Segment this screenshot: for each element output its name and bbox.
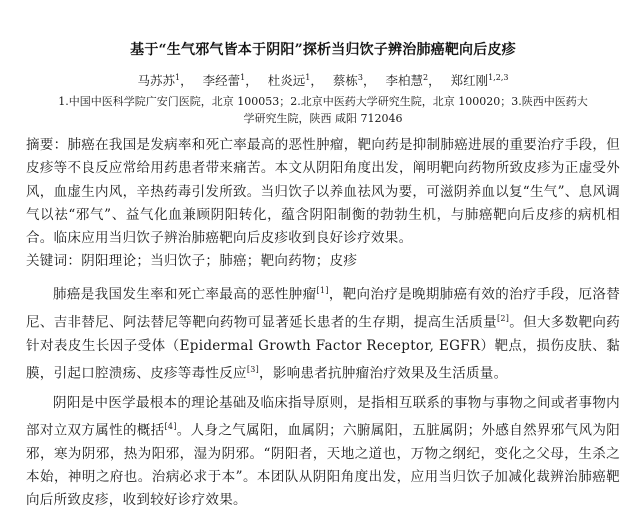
- keywords: 关键词：阴阳理论；当归饮子；肺癌；靶向药物；皮疹: [26, 253, 358, 270]
- body-paragraph-2: 阴阳是中医学最根本的理论基础及临床指导原则，是指相互联系的事物与事物之间或者事物内部对立双方属性的概括[4]。人身之气属阳，血属阴；六腑属阳，五脏属阴；外感自然界邪气风为阳邪，寒为阴邪，热为阳邪，湿为阴邪。“阴阳者，天地之道也，万物之纲纪，变化之父母，生杀之本始，神明之府也。治病必求于本”。本团队从阴阳角度出发，应用当归饮子加减化裁辨治肺癌靶向后所致皮疹，收到较好诊疗效果。: [26, 394, 620, 508]
- author: 马苏苏$^1$，: [137, 73, 193, 89]
- author: 李经蕾$^1$，: [202, 73, 258, 89]
- author-list: [26, 69, 620, 90]
- affiliations: 1.中国中医科学院广安门医院，北京 100053；2.北京中医药大学研究生院，北京 100020；3.陕西中医药大学研究生院，陕西 咸阳 712046: [58, 95, 588, 126]
- author: 郑红刚$^{1,2,3}$: [450, 73, 509, 89]
- citation-ref[interactable]: [4]: [164, 421, 177, 431]
- author: 蔡栋$^3$，: [332, 73, 376, 89]
- abstract: 摘要：肺癌在我国是发病率和死亡率最高的恶性肿瘤，靶向药是抑制肺癌进展的重要治疗手段，但皮疹等不良反应常给用药患者带来痛苦。本文从阴阳角度出发，阐明靶向药物所致皮疹为正虚受外风，血虚生内风，辛热药毒引发所致。当归饮子以养血祛风为要，可滋阴养血以复“生气”、息风调气以祛“邪气”、益气化血兼顾阴阳转化，蕴含阴阳制衡的勃勃生机，与肺癌靶向后皮疹的病机相合。临床应用当归饮子辨治肺癌靶向后皮疹收到良好诊疗效果。: [26, 137, 621, 246]
- body-paragraph-1: 肺癌是我国发生率和死亡率最高的恶性肿瘤[1]，靶向治疗是晚期肺癌有效的治疗手段，厄洛替尼、吉非替尼、阿法替尼等靶向药物可显著延长患者的生存期，提高生活质量[2]。但大多数靶向药针对表皮生长因子受体（Epidermal Growth Factor Receptor, EGFR）靶点，损伤皮肤、黏膜，引起口腔溃疡、皮疹等毒性反应[3]，影响患者抗肿瘤治疗效果及生活质量。: [26, 286, 620, 382]
- author: 杜炎远$^1$，: [267, 73, 323, 89]
- citation-ref[interactable]: [1]: [316, 286, 329, 296]
- paper-title: 基于“生气邪气皆本于阴阳”探析当归饮子辨治肺癌靶向后皮疹: [130, 42, 516, 58]
- citation-ref[interactable]: [2]: [496, 314, 510, 324]
- citation-ref[interactable]: [3]: [246, 364, 260, 374]
- author: 李柏慧$^2$，: [385, 73, 441, 89]
